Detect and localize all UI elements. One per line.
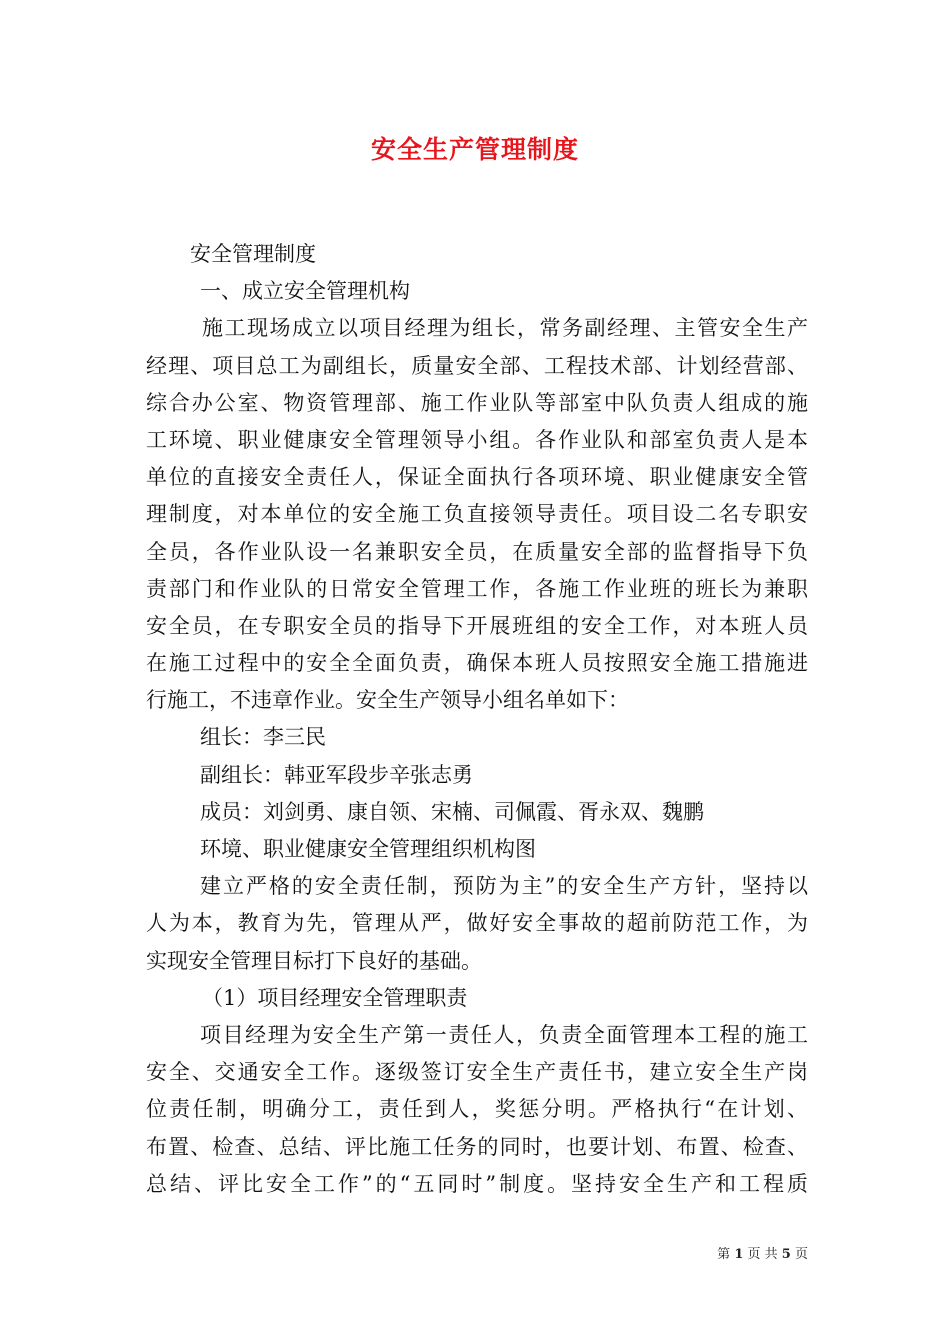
footer-page-number: 1 [734, 1247, 744, 1262]
text-line: 全员，各作业队设一名兼职安全员，在质量安全部的监督指导下负 [146, 539, 808, 564]
paragraph-2 [146, 868, 808, 980]
text-line: 位责任制，明确分工，责任到人，奖惩分明。严格执行“在计划、 [146, 1097, 808, 1122]
text-line: 施工现场成立以项目经理为组长，常务副经理、主管安全生产 [202, 316, 808, 341]
footer-total-pages: 5 [781, 1247, 791, 1262]
footer-prefix: 第 [717, 1247, 731, 1262]
org-chart-caption: 环境、职业健康安全管理组织机构图 [200, 837, 536, 861]
text-line: 建立严格的安全责任制，预防为主”的安全生产方针，坚持以 [200, 874, 808, 899]
members-line: 成员：刘剑勇、康自领、宋楠、司佩霞、胥永双、魏鹏 [200, 799, 704, 824]
footer-middle: 页 共 [747, 1247, 778, 1262]
deputy-line: 副组长：韩亚军段步辛张志勇 [200, 762, 473, 787]
text-line: 实现安全管理目标打下良好的基础。 [146, 948, 482, 973]
heading: 安全管理制度 [190, 242, 316, 266]
text-line: 经理、项目总工为副组长，质量安全部、工程技术部、计划经营部、 [146, 353, 808, 378]
text-line: 安全员，在专职安全员的指导下开展班组的安全工作，对本班人员 [146, 613, 808, 638]
leader-line: 组长：李三民 [200, 725, 326, 750]
text-line: 综合办公室、物资管理部、施工作业队等部室中队负责人组成的施 [146, 390, 808, 415]
text-line: 项目经理为安全生产第一责任人，负责全面管理本工程的施工 [200, 1022, 808, 1047]
section-heading: 一、成立安全管理机构 [200, 279, 410, 304]
document-body [146, 236, 808, 1203]
text-line: 责部门和作业队的日常安全管理工作，各施工作业班的班长为兼职 [146, 576, 808, 601]
text-line: 总结、评比安全工作”的“五同时”制度。坚持安全生产和工程质 [146, 1171, 808, 1196]
subsection-heading: （1）项目经理安全管理职责 [202, 985, 468, 1010]
text-line: 工环境、职业健康安全管理领导小组。各作业队和部室负责人是本 [146, 427, 808, 452]
text-line: 行施工，不违章作业。安全生产领导小组名单如下： [146, 688, 629, 713]
text-line: 在施工过程中的安全全面负责，确保本班人员按照安全施工措施进 [146, 651, 808, 676]
text-line: 理制度，对本单位的安全施工负直接领导责任。项目设二名专职安 [146, 502, 808, 527]
document-title: 安全生产管理制度 [370, 135, 579, 164]
text-line: 安全、交通安全工作。逐级签订安全生产责任书，建立安全生产岗 [146, 1060, 808, 1085]
text-line: 人为本，教育为先，管理从严，做好安全事故的超前防范工作，为 [146, 911, 808, 936]
text-line: 布置、检查、总结、评比施工任务的同时，也要计划、布置、检查、 [146, 1134, 808, 1159]
text-line: 单位的直接安全责任人，保证全面执行各项环境、职业健康安全管 [146, 465, 808, 490]
paragraph-1 [146, 310, 808, 719]
page-footer [717, 1246, 808, 1264]
paragraph-3 [146, 1017, 808, 1203]
footer-suffix: 页 [794, 1247, 808, 1262]
